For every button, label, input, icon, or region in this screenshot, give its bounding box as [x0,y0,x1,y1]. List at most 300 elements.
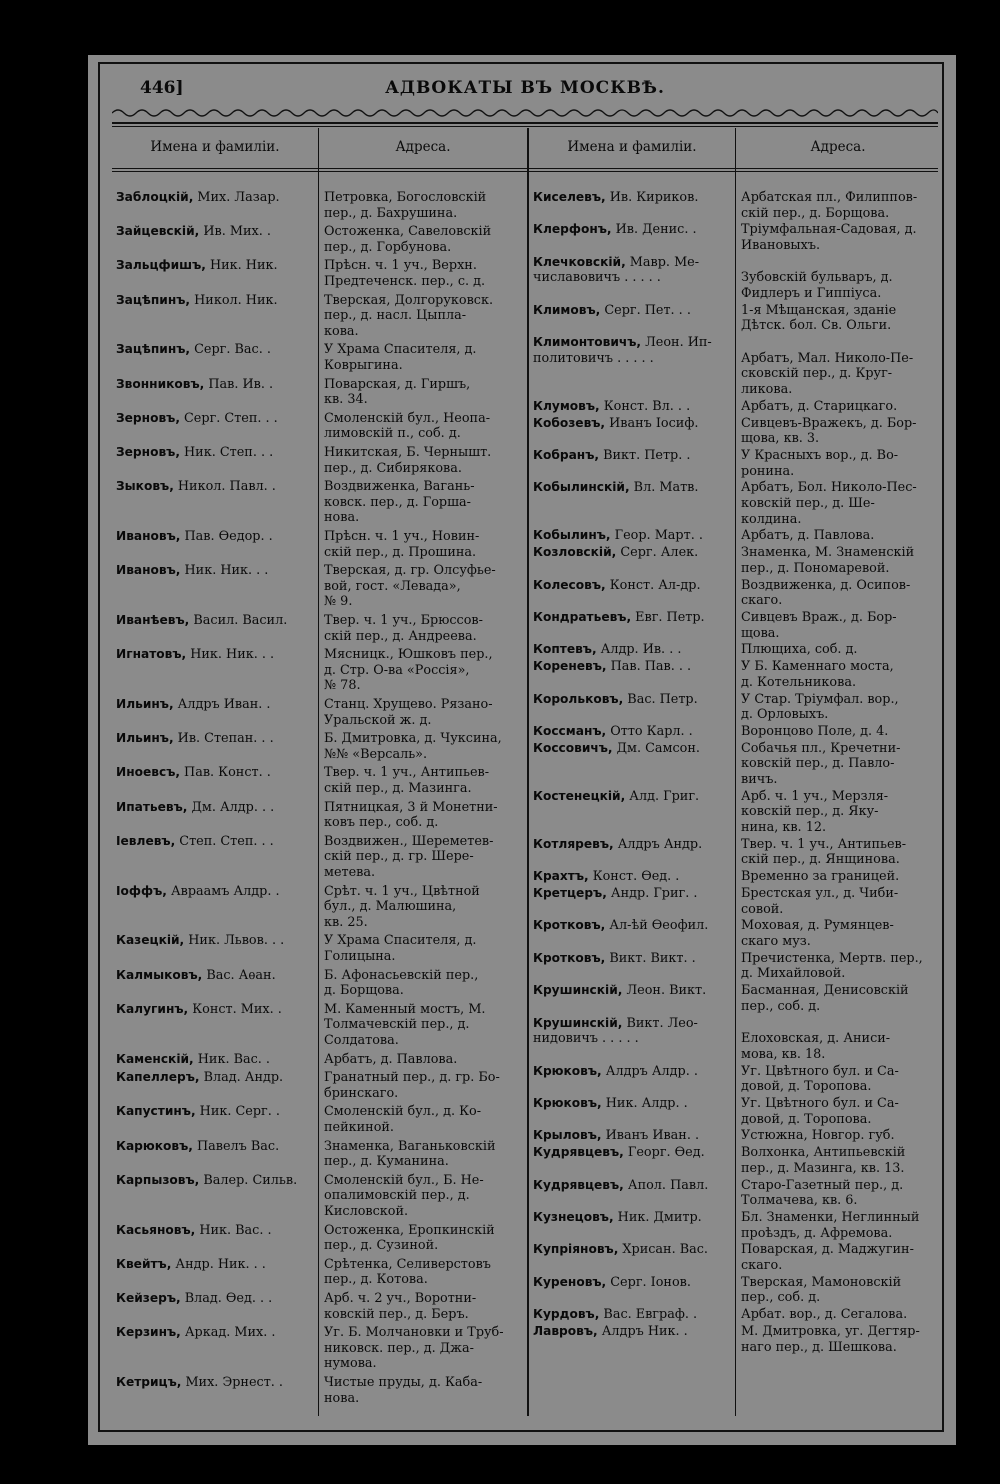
address-line: Твер. ч. 1 уч., Антипьев- [741,836,907,852]
entry-address [324,224,530,255]
entry-name [533,918,741,934]
entry-surname: Крушинскій, [533,983,623,998]
entry-address [741,610,947,641]
entry-address [741,741,947,788]
entry-name [116,884,324,900]
entry-address [741,528,947,544]
entry-address [741,270,947,301]
entry-given-names: Ив. Кириков. [605,190,699,205]
entry-surname: Кудрявцевъ, [533,1177,624,1192]
entry-surname: Ильинъ, [116,731,174,746]
entry-address [741,1242,947,1273]
entry-address [741,545,947,576]
entry-address [324,1173,530,1220]
address-line: щова, кв. 3. [741,431,820,447]
entry-address [741,480,947,527]
entry-given-names: Никол. Павл. . [173,479,276,495]
entry-name [116,697,324,713]
entry-name [116,1173,324,1189]
entry-given-names: Алдръ Андр. [613,836,703,852]
address-line: Елоховская, д. Аниси- [741,1031,891,1047]
entry-given-names: Мавр. Ме- [625,254,700,270]
address-line: Басманная, Денисовскій [741,983,909,999]
address-line: Пятницкая, 3 й Монетни- [324,799,498,815]
entry-name [533,1096,741,1112]
entry-given-names: Алдръ Ник. . [597,1324,688,1339]
entry-given-names: Пав. Ив. . [204,376,274,392]
address-line: бринскаго. [324,1085,399,1101]
entry-name [533,545,741,561]
entry-address [324,1104,530,1135]
address-line: Арбатъ, Мал. Николо-Пе- [741,350,914,366]
entry-surname: Кретцеръ, [533,886,607,900]
address-line: скаго. [741,593,783,609]
address-line: Тріумфальная-Садовая, д. [741,222,917,238]
entry-name [116,765,324,781]
address-line: Арбатъ, д. Павлова. [741,528,875,544]
entry-address [324,1070,530,1101]
entry-name [116,1104,324,1120]
entry-name [116,1375,324,1391]
entry-name [116,190,324,206]
address-line: Фидлеръ и Гиппіуса. [741,285,882,301]
entry-address [324,968,530,999]
entry-name [533,1064,741,1080]
entry-name [116,933,324,949]
entry-address [324,884,530,931]
address-line: скаго. [741,1257,783,1273]
entry-name [533,1242,741,1258]
entry-surname: Кротковъ, [533,950,606,965]
entry-surname: Костенецкій, [533,788,626,803]
entry-address [324,1139,530,1170]
entry-given-names: Геор. Март. . [610,528,703,544]
address-line: Тверская, Мамоновскій [741,1274,902,1290]
entry-address [741,789,947,836]
entry-surname: Клечковскій, [533,254,626,269]
entry-given-names: Алд. Григ. [625,788,700,804]
address-line: У Б. Каменнаго моста, [741,659,894,675]
address-line: Собачья пл., Кречетни- [741,740,901,756]
entry-name [116,1291,324,1307]
entry-address [741,886,947,917]
entry-name [116,800,324,816]
address-line: довой, д. Торопова. [741,1079,872,1095]
address-line: Петровка, Богословскій [324,190,487,205]
entry-name [116,613,324,629]
entry-given-names: Конст. Вл. . . [599,398,691,414]
address-line: Ивановыхъ. [741,237,821,253]
entry-name [116,529,324,545]
address-line: ронина. [741,463,795,479]
entry-surname: Кобылинскій, [533,480,630,495]
entry-surname: Кузнецовъ, [533,1210,614,1224]
address-line: Старо-Газетный пер., д. [741,1177,904,1193]
entry-name [116,445,324,461]
address-line: скій пер., д. Борщова. [741,205,890,221]
address-line: нова. [324,1390,360,1406]
address-line: совой. [741,901,784,917]
entry-surname: Зайцевскій, [116,224,200,239]
address-line: Дѣтск. бол. Св. Ольги. [741,318,892,334]
entry-given-names: Вл. Матв. [629,480,699,496]
entry-name [533,303,741,319]
entry-name [533,951,741,967]
entry-given-names: Аркад. Мих. . [180,1325,276,1341]
entry-address [741,303,947,334]
entry-name [533,1128,741,1144]
address-line: Твер. ч. 1 уч., Антипьев- [324,765,490,781]
address-line: Сивцевъ-Вражекъ, д. Бор- [741,415,917,431]
address-line: Уг. Цвѣтного бул. и Са- [741,1096,899,1111]
entry-address [741,918,947,949]
entry-address [324,411,530,442]
entry-given-names: Вас. Петр. [623,691,698,707]
address-line: Знаменка, М. Знаменскій [741,545,915,561]
address-line: Голицына. [324,948,396,964]
entry-given-names: Леон. Викт. [622,983,707,999]
entry-address [324,1375,530,1406]
address-line: Толмачевскій пер., д. [324,1017,470,1033]
address-line: 1-я Мѣщанская, зданіе [741,302,897,318]
entry-address [741,692,947,723]
entry-name [116,293,324,309]
address-line: Прѣсн. ч. 1 уч., Новин- [324,529,480,544]
address-line: Тверская, Долгоруковск. [324,292,494,308]
address-line: никовск. пер., д. Джа- [324,1340,474,1356]
entry-address [741,1128,947,1144]
entry-name [116,647,324,663]
address-line: Гранатный пер., д. гр. Бо- [324,1070,500,1086]
entry-surname: Ивановъ, [116,563,181,578]
address-line: пер., д. насл. Цыпла- [324,308,467,324]
entry-surname: Клумовъ, [533,398,600,413]
entry-surname: Крюковъ, [533,1096,602,1110]
address-line: Солдатова. [324,1032,399,1048]
address-line: пер., соб. д. [741,1290,821,1306]
entry-given-names: Конст. Ѳед. . [588,869,680,885]
entry-surname: Зацѣпинъ, [116,292,191,307]
entry-name [533,480,741,496]
address-line: Знаменка, Ваганьковскій [324,1138,496,1154]
entry-name [116,1257,324,1273]
address-line: скій пер., д. гр. Шере- [324,849,474,865]
page-number: 446] [140,78,184,98]
address-line: Плющиха, соб. д. [741,642,858,658]
address-line: У Красныхъ вор., д. Во- [741,448,899,463]
address-line: проѣздъ, д. Афремова. [741,1225,893,1241]
column-header-addresses-left: Адреса. [395,139,451,155]
entry-given-names: Иванъ Іосиф. [605,415,699,431]
entry-surname: Лавровъ, [533,1324,598,1338]
entry-name [533,448,741,464]
entry-address [741,1275,947,1306]
entry-surname: Іевлевъ, [116,833,176,848]
entry-name [116,731,324,747]
entry-given-names: Алдръ Алдр. . [601,1063,698,1079]
address-line: пер., д. Пономаревой. [741,560,890,576]
entry-address [741,448,947,479]
entry-surname: Капеллеръ, [116,1070,200,1085]
entry-surname: Ипатьевъ, [116,799,188,814]
address-line: У Храма Спасителя, д. [324,933,477,949]
address-line: Арбат. вор., д. Сегалова. [741,1307,908,1323]
entry-surname: Калмыковъ, [116,967,203,982]
entry-surname: Котляревъ, [533,836,614,851]
entry-address [324,1257,530,1288]
address-line: пер., д. Мазинга, кв. 13. [741,1160,905,1176]
address-line: № 78. [324,678,361,694]
address-line: нумова. [324,1356,377,1372]
entry-address [741,1096,947,1127]
address-line: пейкиной. [324,1119,394,1135]
entry-surname: Калугинъ, [116,1001,189,1016]
entry-name [116,342,324,358]
address-line: М. Каменный мостъ, М. [324,1001,486,1017]
entry-address [324,258,530,289]
entry-given-names: Серг. Пет. . . [600,302,691,318]
address-line: сковскій пер., д. Круг- [741,366,893,382]
entry-surname: Игнатовъ, [116,647,187,662]
entry-surname: Киселевъ, [533,190,606,204]
entry-given-names: Викт. Лео- [622,1015,698,1031]
address-line: Твер. ч. 1 уч., Брюссов- [324,613,483,628]
address-line: Временно за границей. [741,869,900,885]
address-line: М. Дмитровка, уг. Дегтяр- [741,1324,920,1339]
address-line: Коврыгина. [324,357,403,373]
entry-address [741,578,947,609]
entry-surname: Кейзеръ, [116,1291,181,1305]
entry-address [324,613,530,644]
entry-given-names: политовичъ . . . . . [533,350,654,366]
address-line: вичъ. [741,771,778,787]
entry-surname: Климонтовичъ, [533,335,642,350]
entry-name [533,642,741,658]
entry-name [533,416,741,432]
address-line: № 9. [324,594,353,610]
entry-address [324,834,530,881]
entry-name [116,258,324,274]
entry-surname: Корольковъ, [533,691,624,706]
address-line: д. Котельникова. [741,674,857,690]
entry-given-names: Викт. Петр. . [599,448,691,463]
entry-surname: Капустинъ, [116,1104,196,1119]
entry-surname: Зыковъ, [116,479,174,494]
entry-given-names: Отто Карл. . [606,724,693,739]
address-line: скій пер., д. Янщинова. [741,852,900,868]
entry-given-names: Мих. Эрнест. . [181,1375,283,1390]
address-line: У Храма Спасителя, д. [324,342,477,358]
entry-surname: Крушинскій, [533,1015,623,1030]
address-line: Арб. ч. 1 уч., Мерзля- [741,788,889,804]
address-line: скій пер., д. Андреева. [324,628,477,644]
entry-name [533,1016,741,1032]
page-title: АДВОКАТЫ ВЪ МОСКВѢ. [385,78,665,98]
address-line: Воронцово Поле, д. 4. [741,724,889,739]
entry-surname: Кудрявцевъ, [533,1145,624,1160]
address-line: д. Борщова. [324,983,404,999]
address-line: Поварская, д. Гиршъ, [324,376,471,392]
address-line: скій пер., д. Прошина. [324,544,477,560]
entry-given-names: Ник. Львов. . . [184,933,285,949]
rule-header-bottom-2 [112,171,938,172]
entry-given-names: Викт. Викт. . [605,950,696,966]
entry-given-names: Пав. Ѳедор. . [180,529,273,544]
entry-address [741,222,947,253]
entry-given-names: Ник. Ник. . . [180,563,269,579]
entry-surname: Климовъ, [533,302,601,317]
entry-surname: Казецкій, [116,933,185,948]
entry-given-names: Ив. Степан. . . [173,731,274,747]
entry-name [116,968,324,984]
decorative-rule [112,105,938,121]
entry-name [533,1275,741,1291]
address-line: наго пер., д. Шешкова. [741,1339,897,1355]
entry-name [533,578,741,594]
address-line: Мясницк., Юшковъ пер., [324,647,493,663]
entry-given-names: Андр. Григ. . [606,886,698,901]
entry-surname: Ивановъ, [116,529,181,543]
address-line: У Стар. Тріумфал. вор., [741,691,899,707]
entry-given-names: Васил. Васил. [189,613,288,628]
entry-surname: Карюковъ, [116,1138,193,1153]
address-line: Станц. Хрущево. Рязано- [324,697,493,712]
entry-name [533,351,741,367]
address-line: щова. [741,625,780,641]
address-line: Моховая, д. Румянцев- [741,918,894,934]
entry-name [533,222,741,238]
entry-given-names: Ник. Ник. [205,258,278,274]
entry-given-names: Ник. Алдр. . [601,1096,688,1111]
entry-given-names: Ив. Мих. . [199,224,271,240]
entry-surname: Каменскій, [116,1051,194,1066]
address-line: Воздвиженка, д. Осипов- [741,577,911,593]
address-line: бул., д. Малюшина, [324,899,457,915]
entry-address [324,563,530,610]
entry-surname: Керзинъ, [116,1325,181,1340]
address-line: ликова. [741,381,793,397]
address-line: Уральской ж. д. [324,712,432,728]
entry-name [533,1145,741,1161]
entry-name [116,377,324,393]
entry-given-names: Авраамъ Алдр. . [166,883,280,899]
entry-given-names: Степ. Степ. . . [175,833,274,849]
entry-name [533,1324,741,1340]
entry-given-names: Конст. Ал-др. [605,577,701,593]
entry-surname: Коссовичъ, [533,740,613,755]
address-line: ковскій пер., д. Павло- [741,756,895,772]
entry-name [116,1223,324,1239]
entry-address [324,647,530,694]
address-line: пер., соб. д. [741,998,821,1014]
address-line: пер., д. Котова. [324,1272,428,1288]
address-line: пер., д. Бахрушина. [324,205,458,221]
rule-top-thin [112,126,938,127]
address-line: Воздвиженка, Вагань- [324,479,475,495]
address-line: Уг. Цвѣтного бул. и Са- [741,1063,899,1079]
address-line: Смоленскій бул., Неопа- [324,410,491,426]
entry-surname: Кротковъ, [533,918,606,933]
address-line: Срѣт. ч. 1 уч., Цвѣтной [324,883,480,899]
entry-name [533,255,741,271]
address-line: Устюжна, Новгор. губ. [741,1128,895,1144]
address-line: вой, гост. «Левада», [324,578,461,594]
entry-name [533,528,741,544]
entry-address [324,342,530,373]
address-line: метева. [324,864,376,880]
entry-surname: Звонниковъ, [116,376,205,391]
entry-address [741,837,947,868]
entry-name [116,224,324,240]
entry-given-names: Андр. Ник. . . [171,1256,266,1272]
entry-name [116,1139,324,1155]
entry-surname: Зерновъ, [116,410,180,425]
entry-given-names: Иванъ Иван. . [601,1128,700,1144]
entry-given-names: Леон. Ип- [641,335,712,351]
entry-surname: Куреновъ, [533,1274,607,1289]
column-header-names-left: Имена и фамиліи. [150,139,280,155]
entry-given-names: Вас. Аѳан. [202,967,276,983]
entry-surname: Ильинъ, [116,697,174,711]
entry-address [741,1178,947,1209]
entry-given-names: Алдр. Ив. . . [596,642,682,658]
entry-surname: Иванѣевъ, [116,613,190,627]
address-line: д. Орловыхъ. [741,707,829,723]
entry-name [116,834,324,850]
address-line: Зубовскій бульваръ, д. [741,270,893,286]
entry-given-names: Хрисан. Вас. [618,1242,708,1258]
entry-surname: Крюковъ, [533,1063,602,1078]
entry-given-names: Серг. Алек. [616,545,699,561]
entry-surname: Купріяновъ, [533,1242,619,1257]
address-line: колдина. [741,511,802,527]
column-header-addresses-right: Адреса. [810,139,866,155]
address-line: Чистые пруды, д. Каба- [324,1375,483,1390]
entry-name [533,869,741,885]
address-line: кова. [324,323,359,339]
entry-given-names: Пав. Пав. . . [606,659,692,675]
entry-name [533,659,741,675]
entry-name [533,190,741,206]
address-line: Сивцевъ Враж., д. Бор- [741,610,897,625]
entry-name [533,741,741,757]
entry-given-names: Евг. Петр. [631,610,705,625]
entry-given-names: Влад. Ѳед. . . [180,1291,273,1306]
address-line: Поварская, д. Маджугин- [741,1242,914,1258]
entry-name [116,1052,324,1068]
entry-address [741,951,947,982]
address-line: пер., д. Сузиной. [324,1238,439,1254]
rule-top [112,122,938,124]
entry-address [741,724,947,740]
entry-address [741,190,947,221]
column-header-names-right: Имена и фамиліи. [567,139,697,155]
entry-given-names: Ник. Ник. . . [186,647,275,663]
entry-surname: Кобозевъ, [533,415,606,430]
entry-name [116,563,324,579]
entry-address [741,1324,947,1355]
address-line: Уг. Б. Молчановки и Труб- [324,1325,504,1341]
entry-address [324,1291,530,1322]
entry-address [324,933,530,964]
entry-given-names: нидовичъ . . . . . [533,1031,639,1047]
entry-name [533,886,741,902]
address-line: скій пер., д. Мазинга. [324,780,472,796]
entry-given-names: Ник. Дмитр. [613,1210,702,1225]
entry-address [741,983,947,1014]
entry-surname: Кобранъ, [533,448,600,462]
entry-given-names: Мих. Лазар. [193,190,280,205]
